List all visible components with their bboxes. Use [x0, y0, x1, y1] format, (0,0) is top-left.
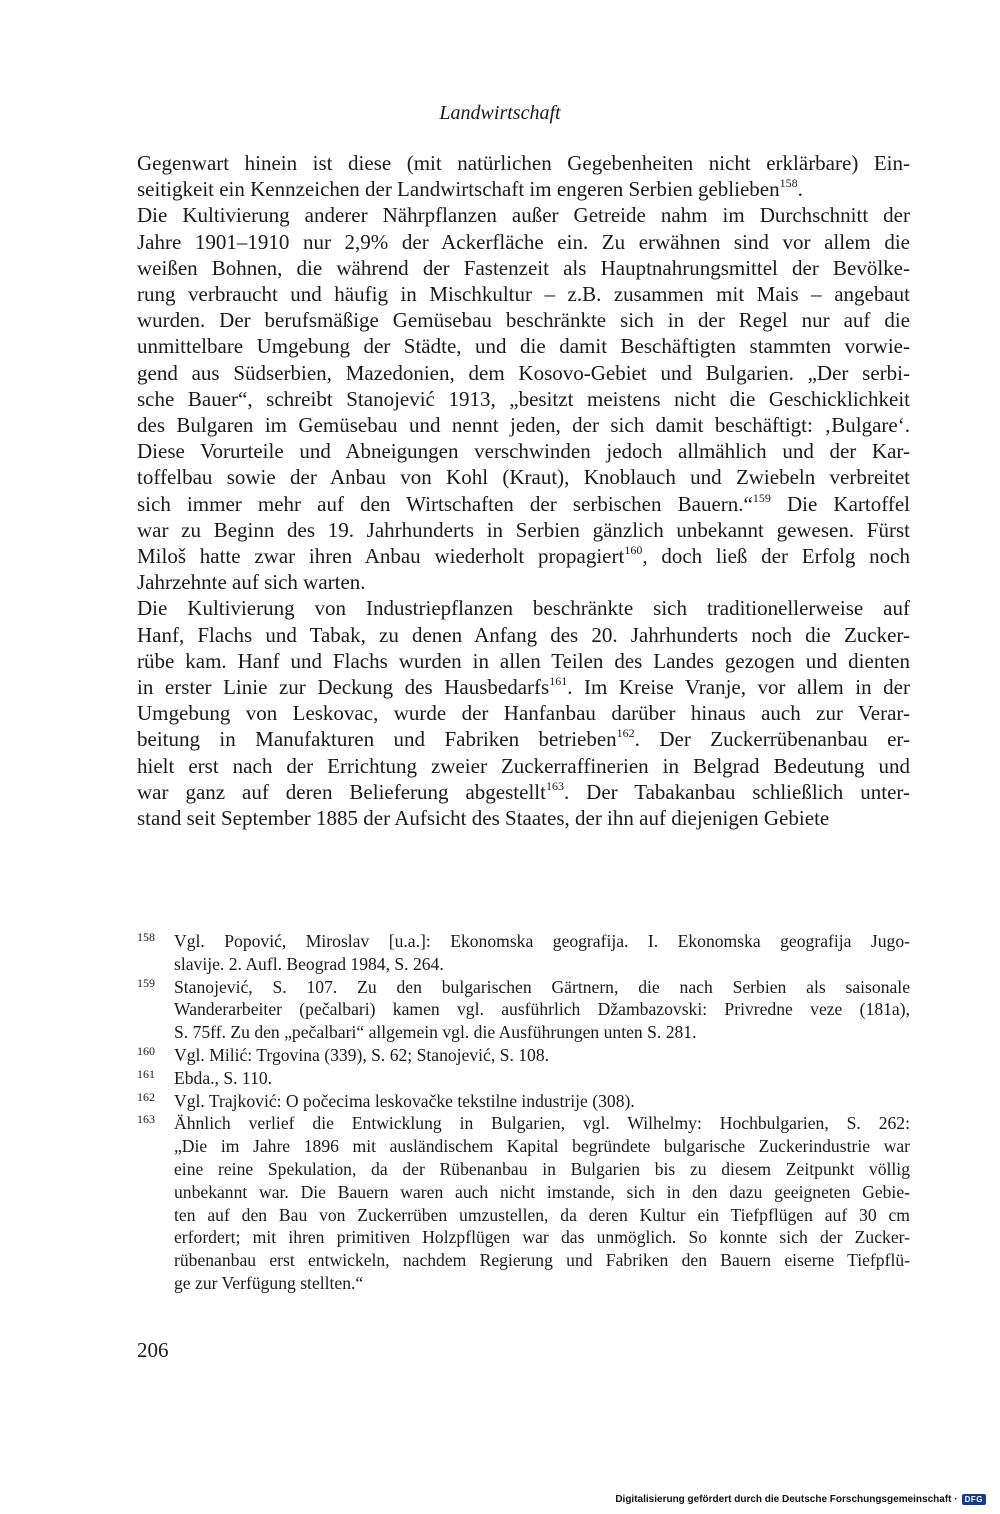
text-line-content: Die Kultivierung von Industriepflanzen beschränkte sich traditionellerweise auf	[137, 596, 910, 621]
footnote-line: Ebda., S. 110.	[174, 1067, 273, 1088]
footnote-number: 159	[137, 975, 155, 990]
footnote-line: ten auf den Bau von Zuckerrüben umzustellen, da deren Kultur ein Tiefpflügen auf 30 cm	[174, 1204, 910, 1225]
page-number: 206	[137, 1338, 169, 1362]
text-line	[137, 202, 910, 228]
footnote-line: rübenanbau erst entwickeln, nachdem Regierung und Fabriken den Bauern eiserne Tiefpflü-	[174, 1250, 910, 1271]
footnote-163	[137, 1112, 910, 1294]
footnote-158	[137, 930, 910, 976]
text-line	[137, 360, 910, 386]
text-line-content: war zu Beginn des 19. Jahrhunderts in Serbien gänzlich unbekannt gewesen. Fürst	[137, 517, 910, 542]
text-line-content: in erster Linie zur Deckung des Hausbedarfs	[137, 675, 550, 700]
footnotes	[137, 930, 910, 1295]
footnote-number: 160	[137, 1043, 155, 1058]
text-line-tail: Die Kartoffel	[770, 491, 910, 516]
text-line-content: Gegenwart hinein ist diese (mit natürlichen Gegebenheiten nicht erklärbare) Ein-	[137, 151, 910, 175]
text-line-content: rübe kam. Hanf und Flachs wurden in allen Teilen des Landes gezogen und dienten	[137, 648, 910, 673]
footnote-line: slavije. 2. Aufl. Beograd 1984, S. 264.	[174, 953, 444, 974]
footnote-ref: 160	[624, 543, 643, 558]
dfg-logo: DFG	[962, 1494, 986, 1505]
text-line	[137, 569, 910, 595]
text-line	[137, 412, 910, 438]
footnote-number: 163	[137, 1112, 155, 1127]
footnote-line: ge zur Verfügung stellten.“	[174, 1272, 364, 1293]
footnote-number: 162	[137, 1089, 155, 1104]
text-line	[137, 255, 910, 281]
footnote-line: Vgl. Popović, Miroslav [u.a.]: Ekonomska geografija. I. Ekonomska geografija Jugo-	[174, 931, 910, 951]
footnote-line: „Die im Jahre 1896 mit ausländischem Kapital begründete bulgarische Zuckerindustrie war	[174, 1136, 910, 1157]
footnote-line: eine reine Spekulation, da der Rübenanbau in Bulgarien bis zu diesem Zeitpunkt völlig	[174, 1158, 910, 1179]
digitization-note-text: Digitalisierung gefördert durch die Deutsche Forschungsgemeinschaft ·	[615, 1494, 958, 1505]
text-line	[137, 464, 910, 490]
footnote-line: erfordert; mit ihren primitiven Holzpflügen war das unmöglich. So konnte sich der Zucker-	[174, 1227, 910, 1248]
text-line-content: sche Bauer“, schreibt Stanojević 1913, „besitzt meistens nicht die Geschicklichkeit	[137, 386, 910, 411]
text-line-tail: , doch ließ der Erfolg noch	[642, 544, 910, 569]
text-line	[137, 176, 910, 202]
text-line-content: rung verbraucht und häufig in Mischkultur – z.B. zusammen mit Mais – angebaut	[137, 282, 910, 307]
text-line	[137, 229, 910, 255]
text-line-tail: .	[797, 177, 803, 202]
text-line	[137, 700, 910, 726]
footnote-line: S. 75ff. Zu den „pečalbari“ allgemein vgl. die Ausführungen unten S. 281.	[174, 1022, 697, 1043]
text-line	[137, 674, 910, 700]
text-line-content: sich immer mehr auf den Wirtschaften der serbischen Bauern.“	[137, 491, 753, 516]
text-line-tail: . Der Zuckerrübenanbau er-	[634, 727, 910, 752]
text-line	[137, 307, 910, 333]
footnote-number: 158	[137, 930, 155, 944]
text-line-content: Diese Vorurteile und Abneigungen verschwinden jedoch allmählich und der Kar-	[137, 439, 910, 464]
text-line-content: Die Kultivierung anderer Nährpflanzen außer Getreide nahm im Durchschnitt der	[137, 203, 910, 228]
footnote-line: Vgl. Trajković: O počecima leskovačke tekstilne industrije (308).	[174, 1090, 635, 1111]
text-line-content: des Bulgaren im Gemüsebau und nennt jeden, der sich damit beschäftigt: ‚Bulgare‘.	[137, 413, 910, 438]
footnote-162	[137, 1090, 910, 1113]
text-line	[137, 726, 910, 752]
text-line-content: hielt erst nach der Errichtung zweier Zuckerraffinerien in Belgrad Bedeutung und	[137, 753, 910, 778]
text-line-content: unmittelbare Umgebung der Städte, und die damit Beschäftigten stammten vorwie-	[137, 334, 910, 359]
footnote-line: Wanderarbeiter (pečalbari) kamen vgl. ausführlich Džambazovski: Privredne veze (181a),	[174, 999, 910, 1020]
text-line-content: Miloš hatte zwar ihren Anbau wiederholt propagiert	[137, 544, 625, 569]
text-line	[137, 150, 910, 176]
text-line	[137, 622, 910, 648]
text-line	[137, 491, 910, 517]
text-line	[137, 648, 910, 674]
text-line-content: Jahrzehnte auf sich warten.	[137, 570, 366, 595]
text-line-content: Hanf, Flachs und Tabak, zu denen Anfang des 20. Jahrhunderts noch die Zucker-	[137, 622, 910, 647]
footnote-line: Ähnlich verlief die Entwicklung in Bulgarien, vgl. Wilhelmy: Hochbulgarien, S. 262:	[174, 1113, 910, 1134]
text-line	[137, 753, 910, 779]
text-line-content: seitigkeit ein Kennzeichen der Landwirtschaft im engeren Serbien geblieben	[137, 177, 780, 202]
text-line-content: Jahre 1901–1910 nur 2,9% der Ackerfläche ein. Zu erwähnen sind vor allem die	[137, 229, 910, 254]
footnote-ref: 158	[779, 176, 798, 191]
text-line	[137, 517, 910, 543]
text-line	[137, 333, 910, 359]
footnote-161	[137, 1067, 910, 1090]
text-line-content: gend aus Südserbien, Mazedonien, dem Kosovo-Gebiet und Bulgarien. „Der serbi-	[137, 360, 910, 385]
footnote-160	[137, 1044, 910, 1067]
text-line	[137, 281, 910, 307]
text-line-tail: . Im Kreise Vranje, vor allem in der	[567, 675, 910, 700]
text-line-content: weißen Bohnen, die während der Fastenzeit als Hauptnahrungsmittel der Bevölke-	[137, 255, 910, 280]
text-line	[137, 438, 910, 464]
text-line	[137, 543, 910, 569]
footnote-ref: 159	[752, 490, 771, 505]
footnote-line: unbekannt war. Die Bauern waren auch nicht imstande, sich in den dazu geeigneten Gebie-	[174, 1181, 910, 1202]
text-line-content: war ganz auf deren Belieferung abgestellt	[137, 779, 546, 804]
text-line-content: toffelbau sowie der Anbau von Kohl (Kraut), Knoblauch und Zwiebeln verbreitet	[137, 465, 910, 490]
text-line	[137, 386, 910, 412]
footnote-number: 161	[137, 1066, 155, 1081]
footnote-ref: 162	[616, 726, 635, 741]
text-line-content: beitung in Manufakturen und Fabriken betrieben	[137, 727, 617, 752]
text-line-content: Umgebung von Leskovac, wurde der Hanfanbau darüber hinaus auch zur Verar-	[137, 701, 910, 726]
text-line-content: wurden. Der berufsmäßige Gemüsebau beschränkte sich in der Regel nur auf die	[137, 308, 910, 333]
footnote-159	[137, 976, 910, 1044]
text-line-content: stand seit September 1885 der Aufsicht des Staates, der ihn auf diejenigen Gebiete	[137, 806, 830, 831]
footnote-ref: 161	[549, 674, 568, 689]
text-line	[137, 779, 910, 805]
digitization-note	[615, 1494, 986, 1505]
text-line	[137, 595, 910, 621]
body-text	[137, 150, 910, 831]
text-line-tail: . Der Tabakanbau schließlich unter-	[563, 779, 910, 804]
footnote-line: Stanojević, S. 107. Zu den bulgarischen Gärtnern, die nach Serbien als saisonale	[174, 976, 910, 997]
text-line	[137, 805, 910, 831]
footnote-ref: 163	[545, 778, 564, 793]
footnote-line: Vgl. Milić: Trgovina (339), S. 62; Stanojević, S. 108.	[174, 1044, 550, 1065]
running-head: Landwirtschaft	[439, 102, 561, 124]
